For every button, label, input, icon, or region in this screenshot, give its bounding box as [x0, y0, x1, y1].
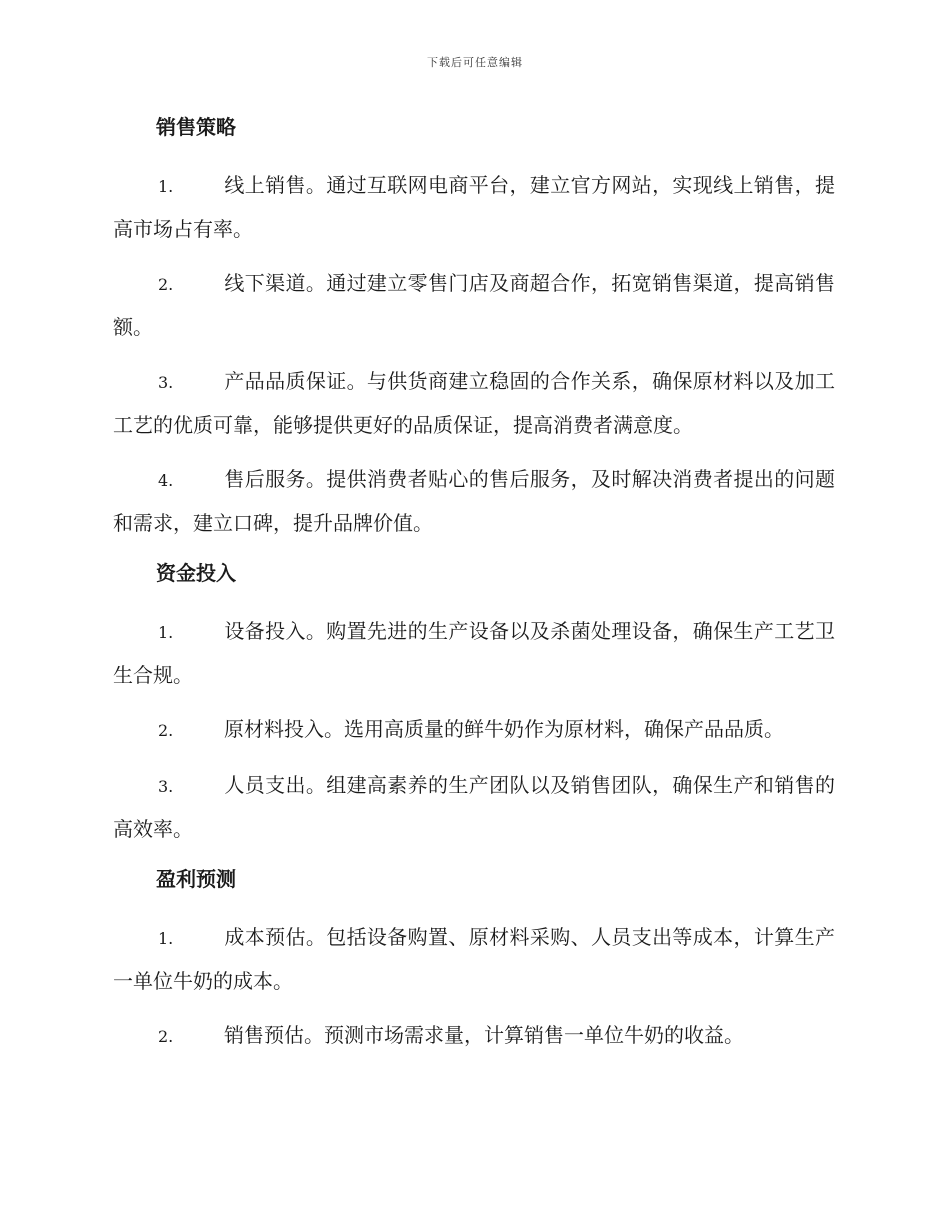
list-item-text: 设备投入。购置先进的生产设备以及杀菌处理设备，确保生产工艺卫生合规。	[113, 619, 835, 687]
list-item-number: 2.	[158, 1027, 174, 1046]
list-item-text: 线上销售。通过互联网电商平台，建立官方网站，实现线上销售，提高市场占有率。	[113, 173, 835, 241]
list-item-number: 3.	[158, 373, 174, 392]
section-heading: 资金投入	[156, 561, 236, 585]
list-item	[113, 1014, 835, 1058]
list-item-number: 2.	[158, 275, 174, 294]
list-item	[113, 458, 835, 544]
document-body	[113, 110, 835, 1070]
list-item-text: 线下渠道。通过建立零售门店及商超合作，拓宽销售渠道，提高销售额。	[113, 271, 835, 339]
list-item-text: 销售预估。预测市场需求量，计算销售一单位牛奶的收益。	[224, 1023, 744, 1047]
list-item	[113, 916, 835, 1002]
section-heading: 销售策略	[156, 115, 236, 139]
list-item-text: 人员支出。组建高素养的生产团队以及销售团队，确保生产和销售的高效率。	[113, 773, 835, 841]
list-item	[113, 164, 835, 250]
list-item-text: 成本预估。包括设备购置、原材料采购、人员支出等成本，计算生产一单位牛奶的成本。	[113, 925, 835, 993]
section-capital-investment	[113, 556, 835, 850]
list-item-text: 产品品质保证。与供货商建立稳固的合作关系，确保原材料以及加工工艺的优质可靠，能够提供更好的品质保证，提高消费者满意度。	[113, 369, 835, 437]
list-item-number: 3.	[158, 777, 174, 796]
section-heading: 盈利预测	[156, 867, 236, 891]
list-item	[113, 360, 835, 446]
page-header: 下载后可任意编辑	[427, 56, 523, 69]
list-item-number: 1.	[158, 177, 174, 196]
section-profit-forecast	[113, 862, 835, 1058]
list-item-number: 2.	[158, 721, 174, 740]
list-item-number: 1.	[158, 929, 174, 948]
list-item	[113, 708, 835, 752]
list-item	[113, 262, 835, 348]
list-item-text: 原材料投入。选用高质量的鲜牛奶作为原材料，确保产品品质。	[224, 717, 784, 741]
list-item-number: 1.	[158, 623, 174, 642]
list-item-number: 4.	[158, 471, 174, 490]
list-item-text: 售后服务。提供消费者贴心的售后服务，及时解决消费者提出的问题和需求，建立口碑，提升品牌价值。	[113, 467, 835, 535]
list-item	[113, 610, 835, 696]
section-sales-strategy	[113, 110, 835, 544]
list-item	[113, 764, 835, 850]
